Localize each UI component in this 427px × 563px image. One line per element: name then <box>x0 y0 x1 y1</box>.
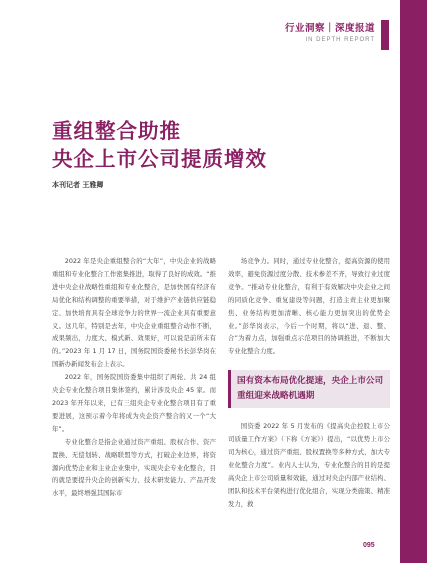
paragraph: 场竞争力。同时，通过专业化整合，提高资源的使用效率，避免资源过度分散、技术参差不齐，导致行业过度竞争。“推动专业化整合，有利于有效解决中央企业之间的同质化竞争、重复建设等问题，打造主责主业更加聚焦、业务结构更加清晰、核心能力更加突出的优势企业。”彭华岗表示，今后一个时期，将以“进、退、整、合”为着力点，加强重点示范项目的协调推进，不断加大专业化整合力度。 <box>228 257 390 356</box>
title-line-2: 央企上市公司提质增效 <box>52 147 267 171</box>
column-title-cn: 行业洞察｜深度报道 <box>284 23 375 34</box>
paragraph: 2022 年，国务院国资委集中组织了两轮、共 24 组央企专业化整合项目集体签约，累计涉及央企 45 家。而 2023 年开年以来，已有三组央企专业化整合项目有了重要进展，这预示着今年将成为央企资产整合的又一个“大年”。 <box>52 373 216 433</box>
article-title <box>52 117 267 173</box>
section-heading-line-1: 国有资本布局优化提速，央企上市公司 <box>237 376 384 387</box>
page-number: 095 <box>363 542 375 549</box>
section-heading-box <box>228 370 390 408</box>
byline: 本刊记者 王雅卿 <box>52 181 104 189</box>
paragraph: 2022 年是央企重组整合的“大年”，中央企业的战略重组和专业化整合工作密集推进，取得了良好的成效。“推进中央企业战略性重组和专业化整合，是加快国有经济布局优化和结构调整的重要举措，对于维护产业链供应链稳定、加快培育具有全球竞争力的世界一流企业具有重要意义。这几年，特别是去年，中央企业重组整合动作不断，成果频出，力度大、模式新、效果好，可以说是前所未有的。”2023 年 1 月 17 日，国务院国资委秘书长彭华岗在国新办新闻发布会上表示。 <box>52 257 216 369</box>
column-header <box>285 20 375 43</box>
paragraph: 国资委 2022 年 5 月发布的《提高央企控股上市公司质量工作方案》（下称《方案》）提出，“以优势上市公司为核心，通过资产重组、股权置换等多种方式，加大专业化整合力度”。业内人士认为，专业化整合的目的是提高央企上市公司质量和效能，通过对央企内部产业结构、团队和技术平台架构进行优化组合，实现分类施策、精准发力，救 <box>228 422 390 508</box>
column-title-en: IN DEPTH REPORT <box>305 37 375 43</box>
title-line-1: 重组整合助推 <box>52 119 181 143</box>
header-accent-mark <box>381 20 389 50</box>
body-column-left <box>52 255 216 500</box>
section-heading-line-2: 重组迎来战略机遇期 <box>237 391 315 402</box>
right-edge-color-bar <box>400 0 427 563</box>
paragraph: 专业化整合是指企业通过资产重组、股权合作、资产置换、无偿划转、战略联盟等方式，打破企业边界，将资源向优势企业和主业企业集中，实现央企专业化整合，目的就是要提升央企的创新实力、技术研发能力、产品开发水平，最终增强其国际市 <box>52 437 216 498</box>
body-column-right <box>228 255 390 511</box>
